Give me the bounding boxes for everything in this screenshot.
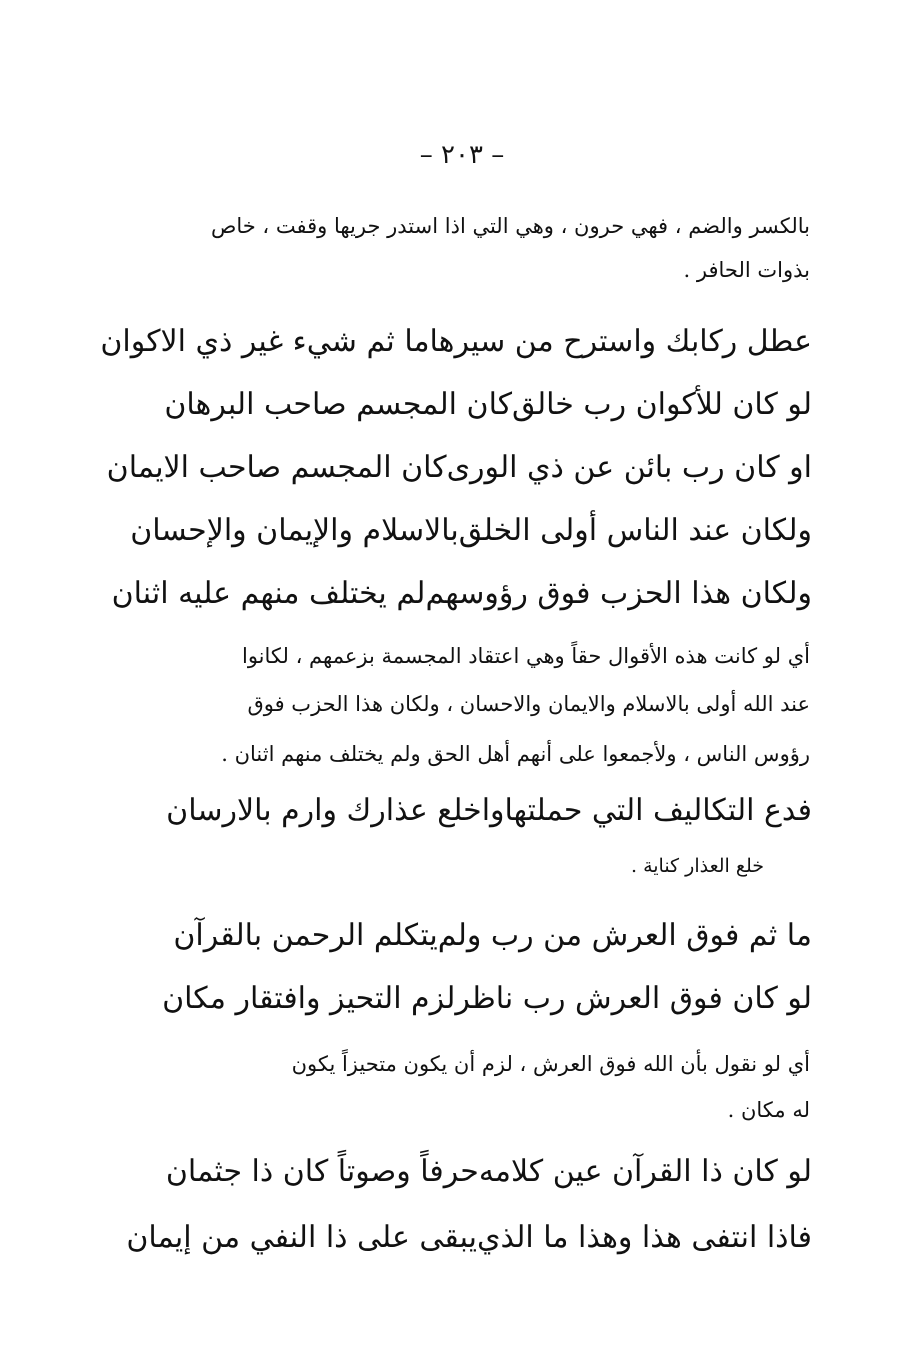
verse [162, 973, 812, 1023]
verse-second-hemistich: لم يختلف منهم عليه اثنان [111, 575, 426, 611]
commentary-line: خلع العذار كناية . [630, 855, 764, 877]
intro-line-2: بذوات الحافر . [683, 258, 810, 282]
commentary-line: عند الله أولى بالاسلام والايمان والاحسان ، ولكان هذا الحزب فوق [247, 692, 810, 716]
verse-second-hemistich: يبقى على ذا النفي من إيمان [126, 1219, 478, 1255]
commentary-line: أي لو نقول بأن الله فوق العرش ، لزم أن يكون متحيزاً يكون [291, 1052, 810, 1076]
verse-first-hemistich: لو كان فوق العرش رب ناظر [455, 980, 812, 1016]
verse-first-hemistich: عطل ركابك واسترح من سيرها [429, 323, 812, 359]
verse [100, 316, 812, 366]
verse-first-hemistich: فاذا انتفى هذا وهذا ما الذي [477, 1219, 812, 1255]
verse-second-hemistich: حرفاً وصوتاً كان ذا جثمان [165, 1153, 479, 1189]
verse-second-hemistich: يتكلم الرحمن بالقرآن [173, 917, 438, 953]
verse [111, 568, 812, 618]
verse [173, 910, 812, 960]
commentary-line: أي لو كانت هذه الأقوال حقاً وهي اعتقاد المجسمة بزعمهم ، لكانوا [241, 644, 810, 668]
verse-first-hemistich: او كان رب بائن عن ذي الورى [446, 449, 812, 485]
verse [166, 785, 812, 835]
verse-second-hemistich: كان المجسم صاحب الايمان [106, 449, 447, 485]
verse-first-hemistich: ولكان عند الناس أولى الخلق [458, 512, 812, 548]
verse-first-hemistich: لو كان للأكوان رب خالق [512, 386, 812, 422]
verse [165, 1146, 812, 1196]
verse-second-hemistich: لزم التحيز وافتقار مكان [162, 980, 456, 1016]
verse-second-hemistich: واخلع عذارك وارم بالارسان [166, 792, 505, 828]
verse-second-hemistich: كان المجسم صاحب البرهان [164, 386, 512, 422]
page-number: – ٢٠٣ – [419, 140, 505, 170]
verse-first-hemistich: فدع التكاليف التي حملتها [504, 792, 812, 828]
verse-first-hemistich: لو كان ذا القرآن عين كلامه [478, 1153, 812, 1189]
verse [130, 505, 812, 555]
verse-first-hemistich: ما ثم فوق العرش من رب ولم [437, 917, 812, 953]
verse [164, 379, 812, 429]
verse-second-hemistich: بالاسلام والإيمان والإحسان [130, 512, 459, 548]
verse [106, 442, 812, 492]
verse [126, 1212, 812, 1262]
verse-first-hemistich: ولكان هذا الحزب فوق رؤوسهم [425, 575, 812, 611]
commentary-line: رؤوس الناس ، ولأجمعوا على أنهم أهل الحق ولم يختلف منهم اثنان . [221, 742, 810, 766]
verse-second-hemistich: ما ثم شيء غير ذي الاكوان [100, 323, 430, 359]
intro-line-1: بالكسر والضم ، فهي حرون ، وهي التي اذا استدر جريها وقفت ، خاص [210, 214, 810, 238]
commentary-line: له مكان . [727, 1098, 810, 1122]
